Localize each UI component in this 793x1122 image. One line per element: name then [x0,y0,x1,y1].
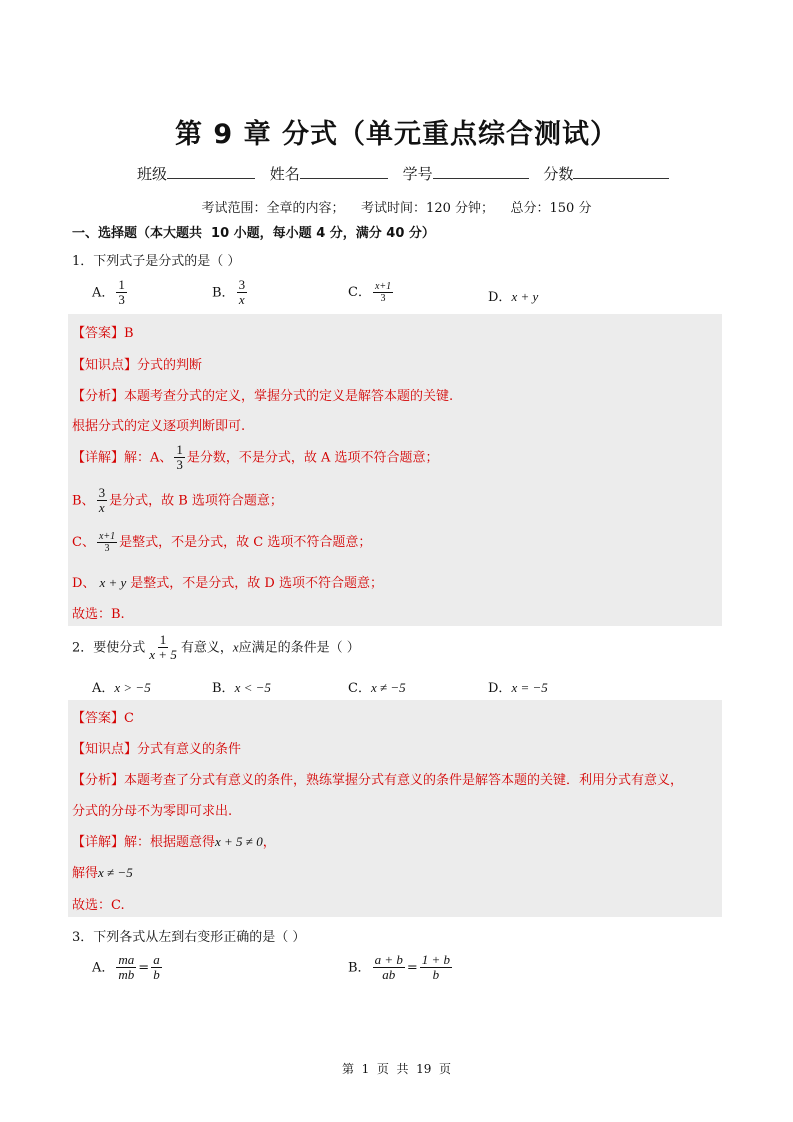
q1-analysis-2: 根据分式的定义逐项判断即可. [72,419,246,434]
id-blank [433,164,529,179]
q2-detail: 【详解】解：根据题意得x + 5 ≠ 0， [72,834,276,850]
q2-solve: 解得x ≠ −5 [72,865,133,881]
q2-answer: 【答案】C [72,711,134,726]
id-label: 学号 [402,165,433,183]
q2-knowledge: 【知识点】分式有意义的条件 [72,742,242,757]
q3-option-b: B． $\frac{a + b}{ab}$ = $\frac{1 + b}{b}$ [348,952,451,983]
q1-detail-c: C、 $\frac{x+1}{3}$ 是整式，不是分式，故 C 选项不符合题意； [72,531,372,554]
q1-option-d: D．x + y [488,289,539,305]
q2-analysis: 【分析】本题考查了分式有意义的条件，熟练掌握分式有意义的条件是解答本题的关键．利用分式有意义， [72,773,684,788]
q1-detail-a: 【详解】解：A、 $\frac{1}{3}$ 是分数，不是分式，故 A 选项不符合题意； [72,442,439,473]
q1-option-c: C． $\frac{x+1}{3}$ [348,281,392,304]
name-blank [300,164,388,179]
q1-option-b: B． $\frac{3}{x}$ [212,277,246,308]
score-blank [573,164,669,179]
class-blank [167,164,255,179]
score-label: 分数 [543,165,574,183]
q1-detail-d: D、 x + y 是整式，不是分式，故 D 选项不符合题意； [72,575,383,591]
student-info-row [137,163,669,184]
q1-answer: 【答案】B [72,326,134,341]
q2-analysis-2: 分式的分母不为零即可求出. [72,804,233,819]
q2-conclusion: 故选：C. [72,898,125,913]
name-label: 姓名 [269,165,300,183]
q1-option-a: A． $\frac{1}{3}$ [92,277,125,308]
q2-option-d: D．x = −5 [488,680,548,696]
page-footer: 第 1 页 共 19 页 [341,1062,452,1076]
q2-option-b: B．x < −5 [212,680,271,696]
class-label: 班级 [137,165,168,183]
q2-option-c: C．x ≠ −5 [348,680,406,696]
exam-meta: 考试范围：全章的内容； 考试时间：120 分钟； 总分：150 分 [201,201,592,216]
q2-stem: 2．要使分式 $\frac{1}{x + 5}$ 有意义，x应满足的条件是（ ） [72,632,360,663]
q1-analysis: 【分析】本题考查分式的定义，掌握分式的定义是解答本题的关键. [72,389,454,404]
q1-detail-b: B、 $\frac{3}{x}$ 是分式，故 B 选项符合题意； [72,485,283,516]
q3-stem: 3．下列各式从左到右变形正确的是（ ） [72,930,306,945]
q1-stem: 1．下列式子是分式的是（ ） [72,254,241,269]
q1-knowledge: 【知识点】分式的判断 [72,358,203,373]
q2-option-a: A．x > −5 [92,680,151,696]
q3-option-a: A． $\frac{ma}{mb}$ = $\frac{a}{b}$ [92,952,160,983]
q1-conclusion: 故选：B. [72,607,125,622]
page-title: 第 9 章 分式（单元重点综合测试） [175,119,618,150]
section-heading: 一、选择题（本大题共 10 小题，每小题 4 分，满分 40 分） [72,226,435,241]
